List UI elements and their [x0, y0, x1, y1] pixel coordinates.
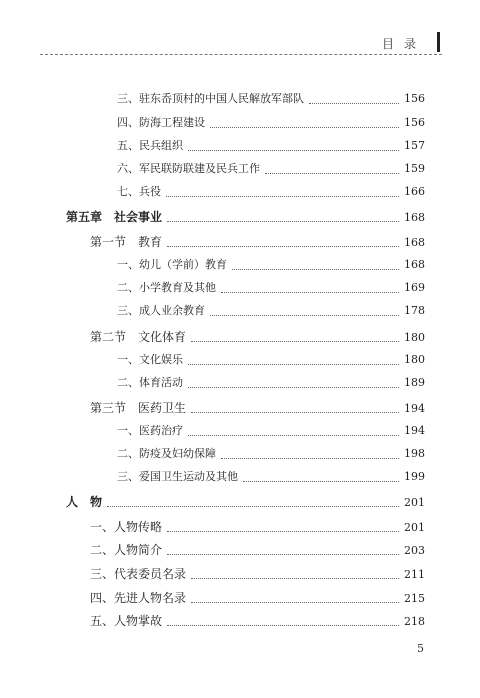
dot-leader — [167, 624, 399, 626]
toc-entry-page: 218 — [404, 615, 425, 628]
toc-entry-page: 199 — [404, 470, 425, 483]
toc-entry-page: 168 — [404, 258, 425, 271]
toc-entry-page: 203 — [404, 544, 425, 557]
toc-entry-page: 178 — [404, 304, 425, 317]
page-number: 5 — [417, 642, 424, 655]
toc-entry-page: 168 — [404, 211, 425, 224]
dot-leader — [265, 172, 399, 174]
toc-entry-page: 168 — [404, 236, 425, 249]
toc-section[interactable] — [90, 590, 425, 606]
toc-entry[interactable] — [117, 303, 425, 319]
dot-leader — [210, 314, 399, 316]
toc-entry[interactable] — [117, 161, 425, 177]
toc-entry[interactable] — [117, 280, 425, 296]
dot-leader — [107, 505, 399, 507]
dot-leader — [221, 457, 399, 459]
toc-section-label: 一、人物传略 — [90, 520, 163, 534]
toc-section-label: 三、代表委员名录 — [90, 567, 187, 581]
toc-entry-label: 五、民兵组织 — [117, 139, 183, 152]
toc-entry-page: 215 — [404, 592, 425, 605]
toc-entry[interactable] — [117, 257, 425, 273]
toc-entry[interactable] — [117, 138, 425, 154]
toc-entry-page: 194 — [404, 402, 425, 415]
dot-leader — [188, 363, 399, 365]
header-rule-bar — [437, 32, 440, 52]
dot-leader — [243, 480, 399, 482]
toc-entry-label: 二、防疫及妇幼保障 — [117, 447, 216, 460]
toc-section[interactable] — [90, 542, 425, 558]
toc-entry-label: 三、爱国卫生运动及其他 — [117, 470, 238, 483]
dot-leader — [188, 434, 399, 436]
dot-leader — [221, 291, 399, 293]
toc-entry[interactable] — [117, 423, 425, 439]
toc-entry[interactable] — [117, 352, 425, 368]
toc-entry-label: 三、驻东岙顶村的中国人民解放军部队 — [117, 92, 304, 105]
dot-leader — [188, 386, 399, 388]
dot-leader — [191, 340, 399, 342]
toc-entry-label: 一、医药治疗 — [117, 424, 183, 437]
toc-entry-page: 189 — [404, 376, 425, 389]
toc-entry[interactable] — [117, 91, 425, 107]
toc-section[interactable] — [90, 329, 425, 345]
toc-entry-label: 三、成人业余教育 — [117, 304, 205, 317]
toc-entry-label: 一、文化娱乐 — [117, 353, 183, 366]
toc-entry-page: 211 — [404, 568, 425, 581]
dot-leader — [167, 245, 399, 247]
toc-section-label: 二、人物简介 — [90, 543, 163, 557]
toc-entry-page: 180 — [404, 353, 425, 366]
toc-section[interactable] — [90, 400, 425, 416]
toc-entry-page: 156 — [404, 92, 425, 105]
dot-leader — [167, 220, 399, 222]
toc-entry-page: 159 — [404, 162, 425, 175]
page-header — [40, 26, 442, 55]
dot-leader — [309, 102, 399, 104]
toc-entry-page: 201 — [404, 496, 425, 509]
toc-chapter-label: 第五章 社会事业 — [66, 210, 163, 224]
toc-entry[interactable] — [117, 115, 425, 131]
toc-entry-page: 201 — [404, 521, 425, 534]
toc-entry[interactable] — [117, 375, 425, 391]
toc-entry-page: 156 — [404, 116, 425, 129]
toc-entry-page: 169 — [404, 281, 425, 294]
toc-section[interactable] — [90, 613, 425, 629]
toc-entry-page: 194 — [404, 424, 425, 437]
toc-chapter[interactable] — [66, 494, 425, 510]
toc-section-label: 第一节 教育 — [90, 235, 163, 249]
toc-entry[interactable] — [117, 446, 425, 462]
toc-entry-page: 180 — [404, 331, 425, 344]
dot-leader — [210, 126, 399, 128]
dot-leader — [167, 530, 399, 532]
toc-section-label: 四、先进人物名录 — [90, 591, 187, 605]
toc-entry-label: 四、防海工程建设 — [117, 116, 205, 129]
toc-chapter[interactable] — [66, 209, 425, 225]
toc-entry-label: 七、兵役 — [117, 185, 161, 198]
toc-entry-label: 二、体育活动 — [117, 376, 183, 389]
toc-entry-label: 六、军民联防联建及民兵工作 — [117, 162, 260, 175]
dot-leader — [191, 601, 399, 603]
toc-entry-page: 198 — [404, 447, 425, 460]
toc-entry-label: 一、幼儿（学前）教育 — [117, 258, 227, 271]
toc-section-label: 五、人物掌故 — [90, 614, 163, 628]
toc-section[interactable] — [90, 566, 425, 582]
dot-leader — [191, 577, 399, 579]
toc-section[interactable] — [90, 234, 425, 250]
dot-leader — [166, 195, 399, 197]
toc-section-label: 第二节 文化体育 — [90, 330, 187, 344]
toc-section[interactable] — [90, 519, 425, 535]
toc-entry[interactable] — [117, 469, 425, 485]
toc-entry-page: 157 — [404, 139, 425, 152]
toc-chapter-label: 人 物 — [66, 495, 103, 509]
toc-section-label: 第三节 医药卫生 — [90, 401, 187, 415]
toc-entry[interactable] — [117, 184, 425, 200]
dot-leader — [232, 268, 399, 270]
dot-leader — [191, 411, 399, 413]
dot-leader — [188, 149, 399, 151]
dot-leader — [167, 553, 399, 555]
toc-entry-label: 二、小学教育及其他 — [117, 281, 216, 294]
header-title: 目录 — [381, 37, 426, 51]
toc-entry-page: 166 — [404, 185, 425, 198]
